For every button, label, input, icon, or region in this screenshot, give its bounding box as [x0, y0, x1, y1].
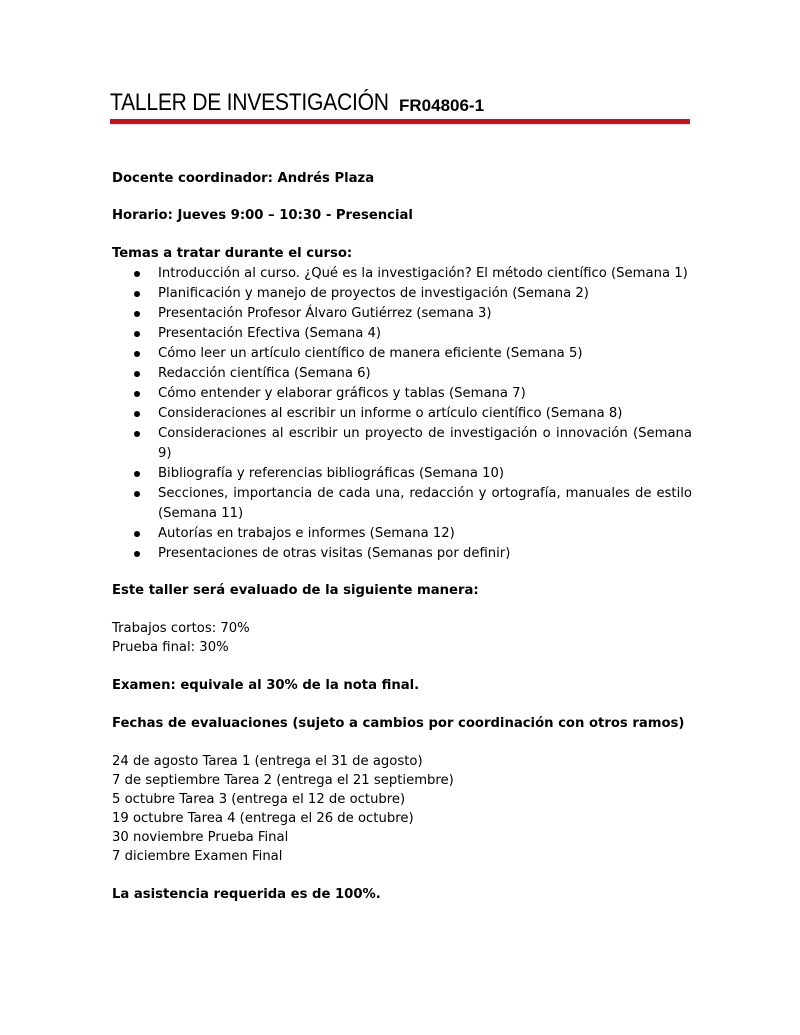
- bullet-icon: [134, 271, 140, 277]
- bullet-icon: [134, 551, 140, 557]
- date-item: 24 de agosto Tarea 1 (entrega el 31 de agosto): [112, 754, 423, 769]
- topic-item: Bibliografía y referencias bibliográficas (Semana 10): [112, 464, 692, 484]
- attendance-note: La asistencia requerida es de 100%.: [112, 887, 381, 902]
- bullet-icon: [134, 431, 140, 437]
- schedule-line: Horario: Jueves 9:00 – 10:30 - Presencial: [112, 208, 413, 223]
- bullet-icon: [134, 411, 140, 417]
- date-item: 7 diciembre Examen Final: [112, 849, 283, 864]
- course-title: TALLER DE INVESTIGACIÓN: [110, 89, 389, 116]
- bullet-icon: [134, 371, 140, 377]
- topic-item: Planificación y manejo de proyectos de investigación (Semana 2): [112, 284, 692, 304]
- title-divider: [110, 119, 690, 124]
- topic-item: Secciones, importancia de cada una, redacción y ortografía, manuales de estilo (Semana 11): [112, 484, 692, 524]
- date-item: 5 octubre Tarea 3 (entrega el 12 de octubre): [112, 792, 406, 807]
- bullet-icon: [134, 531, 140, 537]
- bullet-icon: [134, 391, 140, 397]
- topic-item: Consideraciones al escribir un informe o artículo científico (Semana 8): [112, 404, 692, 424]
- document-title: [110, 89, 485, 116]
- date-item: 19 octubre Tarea 4 (entrega el 26 de octubre): [112, 811, 414, 826]
- topic-item: Autorías en trabajos e informes (Semana 12): [112, 524, 692, 544]
- final-test-weight: Prueba final: 30%: [112, 640, 229, 655]
- topic-item: Presentación Profesor Álvaro Gutiérrez (semana 3): [112, 304, 692, 324]
- date-item: 30 noviembre Prueba Final: [112, 830, 289, 845]
- course-code: FR04806-1: [399, 96, 485, 115]
- topic-item: Introducción al curso. ¿Qué es la investigación? El método científico (Semana 1): [112, 264, 692, 284]
- topic-item: Cómo leer un artículo científico de manera eficiente (Semana 5): [112, 344, 692, 364]
- topic-item: Cómo entender y elaborar gráficos y tablas (Semana 7): [112, 384, 692, 404]
- topics-heading: Temas a tratar durante el curso:: [112, 246, 353, 261]
- bullet-icon: [134, 471, 140, 477]
- bullet-icon: [134, 331, 140, 337]
- topics-list: [112, 264, 692, 564]
- topic-item: Presentación Efectiva (Semana 4): [112, 324, 692, 344]
- topic-item: Presentaciones de otras visitas (Semanas por definir): [112, 544, 692, 564]
- bullet-icon: [134, 491, 140, 497]
- exam-note: Examen: equivale al 30% de la nota final.: [112, 678, 420, 693]
- topic-item: Consideraciones al escribir un proyecto de investigación o innovación (Semana 9): [112, 424, 692, 464]
- dates-heading: Fechas de evaluaciones (sujeto a cambios por coordinación con otros ramos): [112, 716, 685, 731]
- bullet-icon: [134, 311, 140, 317]
- evaluation-heading: Este taller será evaluado de la siguiente manera:: [112, 583, 479, 598]
- date-item: 7 de septiembre Tarea 2 (entrega el 21 septiembre): [112, 773, 454, 788]
- coordinator-line: Docente coordinador: Andrés Plaza: [112, 171, 375, 186]
- topic-item: Redacción científica (Semana 6): [112, 364, 692, 384]
- bullet-icon: [134, 351, 140, 357]
- short-work-weight: Trabajos cortos: 70%: [112, 621, 250, 636]
- bullet-icon: [134, 291, 140, 297]
